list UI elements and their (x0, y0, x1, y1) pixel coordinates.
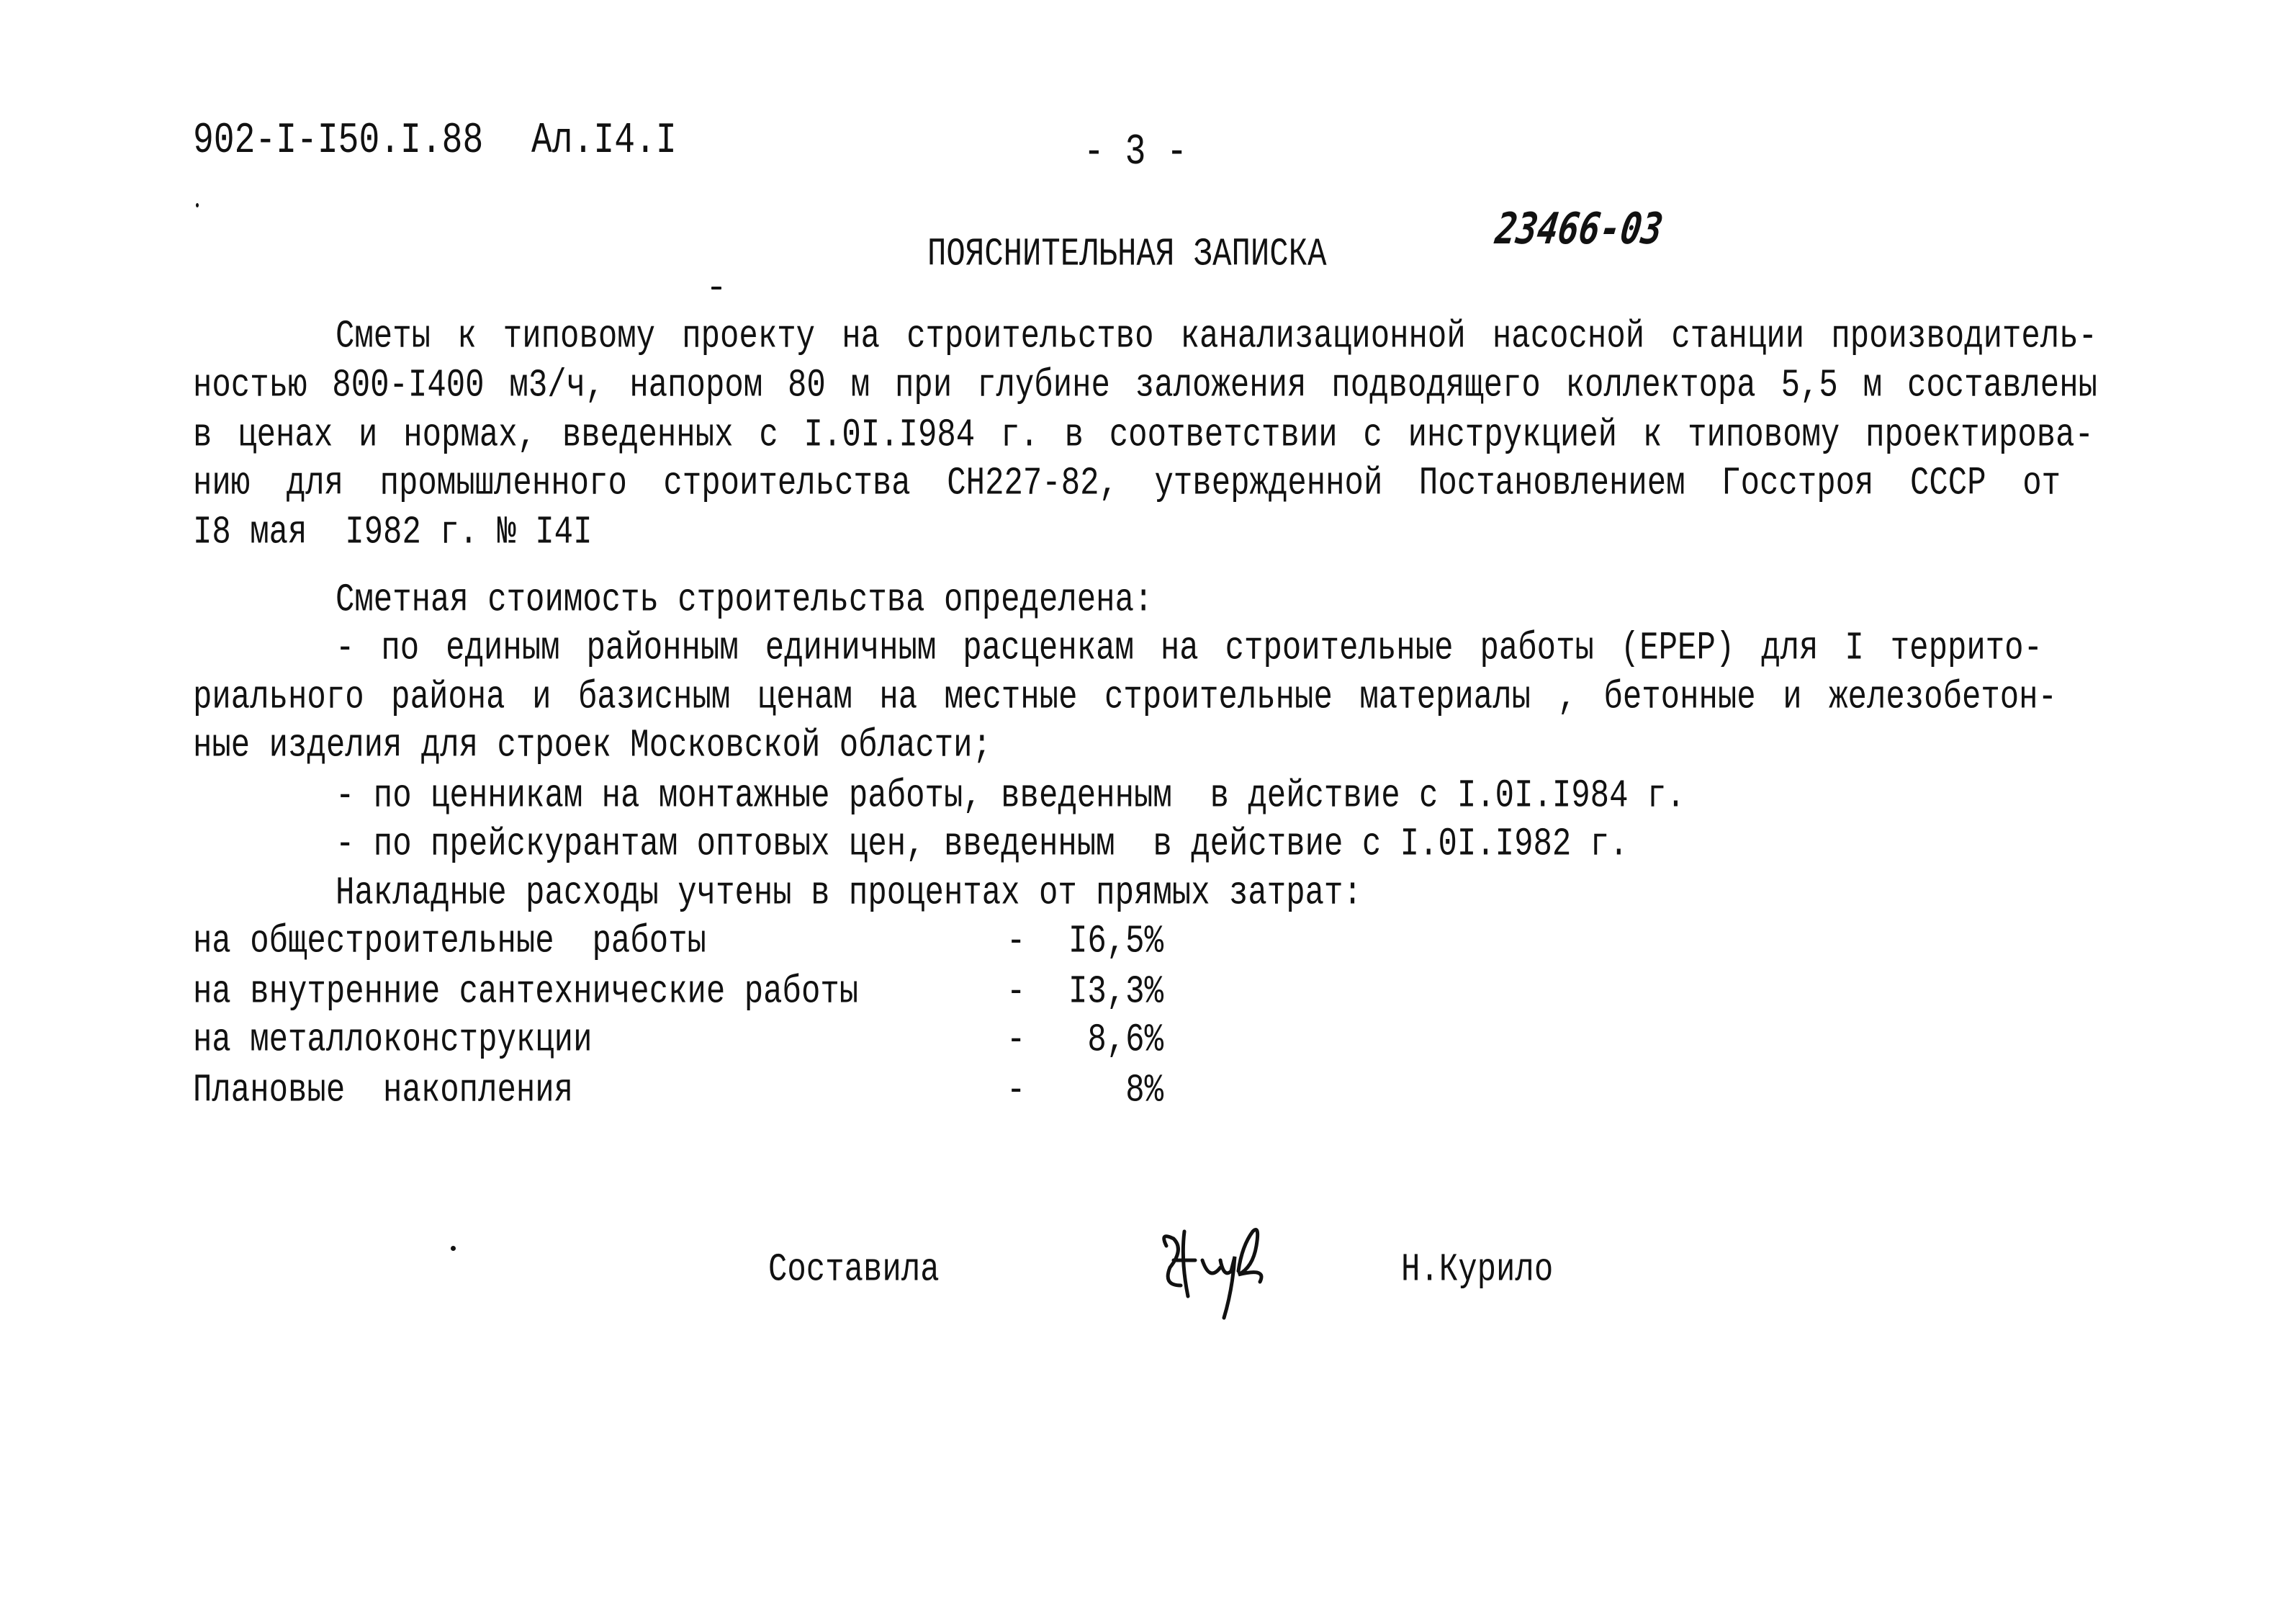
paragraph1-line: I8 мая I982 г. № I4I (193, 510, 593, 555)
overhead-dash: - (1007, 969, 1026, 1015)
overhead-dash: - (1007, 919, 1026, 964)
paragraph1-line: ностью 800-I400 м3/ч, напором 80 м при глубине заложения подводящего коллектора 5,5 м составлены (193, 363, 2097, 408)
cost-item-line: - по единым районным единичным расценкам на строительные работы (ЕРЕР) для I террито- (336, 626, 2043, 671)
compiler-name: Н.Курило (1401, 1247, 1554, 1293)
scan-speck (711, 287, 721, 289)
cost-item-line: ные изделия для строек Московской области; (193, 723, 991, 768)
overhead-value: I3,3% (1068, 969, 1163, 1015)
paragraph1-line: в ценах и нормах, введенных с I.0I.I984 г. в соответствии с инструкцией к типовому проектирова- (193, 413, 2094, 458)
paragraph1-line: Сметы к типовому проекту на строительство канализационной насосной станции производитель- (336, 314, 2097, 359)
cost-intro: Сметная стоимость строительства определена: (336, 578, 1153, 623)
overhead-dash: - (1007, 1018, 1026, 1063)
handwritten-signature (1152, 1217, 1282, 1325)
compiled-by-label: Составила (768, 1247, 940, 1293)
overhead-label: на общестроительные работы (193, 919, 706, 964)
cost-item: - по ценникам на монтажные работы, введенным в действие с I.0I.I984 г. (336, 773, 1685, 819)
scan-speck (196, 203, 199, 207)
page-title: ПОЯСНИТЕЛЬНАЯ ЗАПИСКА (927, 232, 1327, 277)
paragraph1-line: нию для промышленного строительства СН227-82, утвержденной Постановлением Госстроя СССР от (193, 461, 2061, 506)
overhead-label: Плановые накопления (193, 1068, 574, 1113)
overhead-value: 8% (1125, 1068, 1163, 1113)
overhead-label: на металлоконструкции (193, 1018, 593, 1063)
overhead-label: на внутренние сантехнические работы (193, 969, 859, 1015)
overhead-value: 8,6% (1087, 1018, 1163, 1063)
cost-item-line: риального района и базисным ценам на местные строительные материалы , бетонные и железобетон- (193, 675, 2057, 720)
cost-item: - по прейскурантам оптовых цен, введенным в действие с I.0I.I982 г. (336, 822, 1629, 867)
doc-code: 902-I-I50.I.88 (193, 117, 484, 166)
page-number: - 3 - (1084, 128, 1188, 177)
scan-speck (451, 1246, 456, 1251)
album-number: Ал.I4.I (531, 117, 677, 166)
inventory-number: 23466-03 (1492, 204, 1666, 254)
overhead-value: I6,5% (1068, 919, 1163, 964)
overheads-intro: Накладные расходы учтены в процентах от прямых затрат: (336, 871, 1362, 916)
overhead-dash: - (1007, 1068, 1026, 1113)
